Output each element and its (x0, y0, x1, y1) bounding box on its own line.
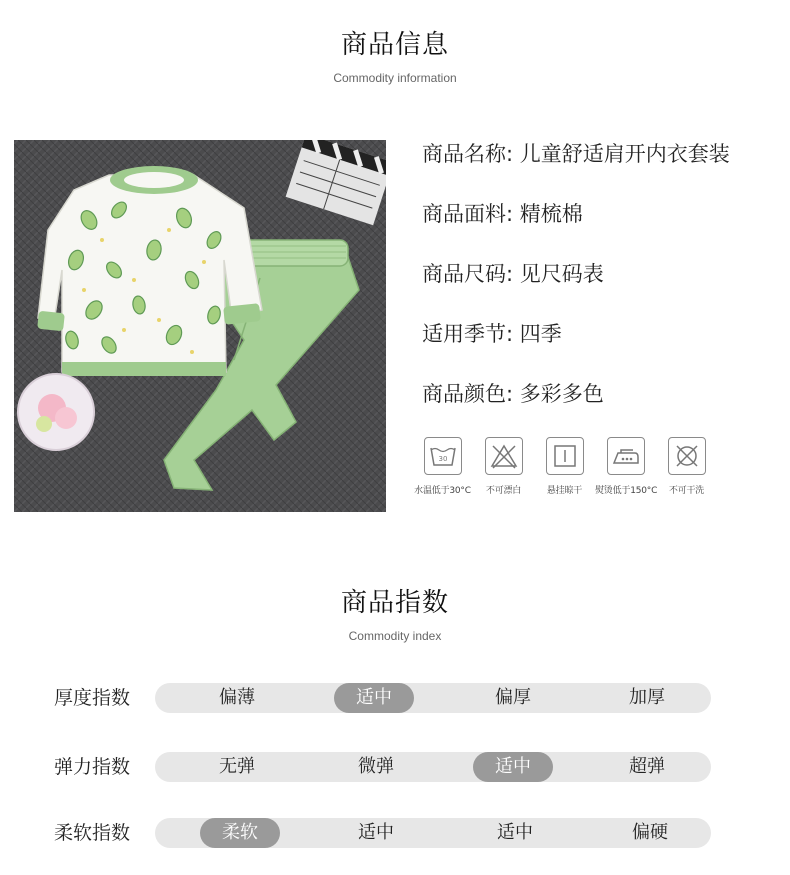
index-option: 适中 (497, 822, 533, 843)
index-option: 适中 (358, 822, 394, 843)
index-row-softness (0, 818, 790, 848)
index-option: 超弹 (629, 756, 665, 777)
product-photo-illustration (14, 140, 386, 512)
info-value: 多彩多色 (519, 382, 604, 406)
care-item-wash (412, 437, 473, 496)
index-option: 偏硬 (632, 822, 668, 843)
wash-30-icon (424, 437, 462, 475)
care-item-bleach (473, 437, 534, 496)
info-row-color (422, 378, 730, 438)
info-row-fabric (422, 198, 730, 258)
info-key: 商品面料: (422, 202, 514, 226)
index-row-thickness (0, 683, 790, 713)
info-key: 商品名称: (422, 142, 514, 166)
info-key: 适用季节: (422, 322, 514, 346)
hang-dry-icon (546, 437, 584, 475)
care-label: 不可干洗 (668, 486, 705, 496)
info-section-title: 商品信息 (340, 30, 449, 60)
care-instructions (412, 437, 732, 496)
index-scale-bar (155, 752, 711, 782)
index-option: 加厚 (629, 687, 665, 708)
index-section-title: 商品指数 (340, 588, 449, 618)
info-section-subtitle: Commodity information (333, 71, 457, 85)
index-option: 微弹 (358, 756, 394, 777)
info-value: 儿童舒适肩开内衣套装 (519, 142, 730, 166)
care-label: 不可漂白 (485, 486, 522, 496)
info-section-header (0, 24, 790, 85)
index-option-selected: 适中 (334, 683, 414, 713)
product-photo (14, 140, 386, 512)
wash-temp-badge: 30 (438, 455, 447, 463)
info-key: 商品尺码: (422, 262, 514, 286)
info-value: 精梳棉 (519, 202, 583, 226)
index-label: 弹力指数 (54, 756, 131, 778)
index-option-selected: 适中 (473, 752, 553, 782)
iron-150-icon (607, 437, 645, 475)
no-dry-clean-icon (668, 437, 706, 475)
info-row-season (422, 318, 730, 378)
index-option-selected: 柔软 (200, 818, 280, 848)
index-option: 偏厚 (495, 687, 531, 708)
info-key: 商品颜色: (422, 382, 514, 406)
info-value: 四季 (519, 322, 562, 346)
index-option: 偏薄 (219, 687, 255, 708)
care-label: 熨烫低于150°C (595, 486, 658, 496)
info-row-name (422, 138, 730, 198)
no-bleach-icon (485, 437, 523, 475)
care-label: 悬挂晾干 (546, 486, 583, 496)
care-label: 水温低于30°C (414, 486, 471, 496)
index-row-elasticity (0, 752, 790, 782)
index-scale-bar (155, 818, 711, 848)
index-label: 柔软指数 (54, 822, 131, 844)
index-label: 厚度指数 (54, 687, 131, 709)
index-section-subtitle: Commodity index (348, 629, 442, 643)
care-item-dry (534, 437, 595, 496)
info-row-size (422, 258, 730, 318)
info-value: 见尺码表 (519, 262, 604, 286)
care-item-iron (595, 437, 656, 496)
product-info-list (422, 138, 730, 438)
care-item-dryclean (656, 437, 717, 496)
index-section-header (0, 582, 790, 643)
index-scale-bar (155, 683, 711, 713)
index-option: 无弹 (219, 756, 255, 777)
